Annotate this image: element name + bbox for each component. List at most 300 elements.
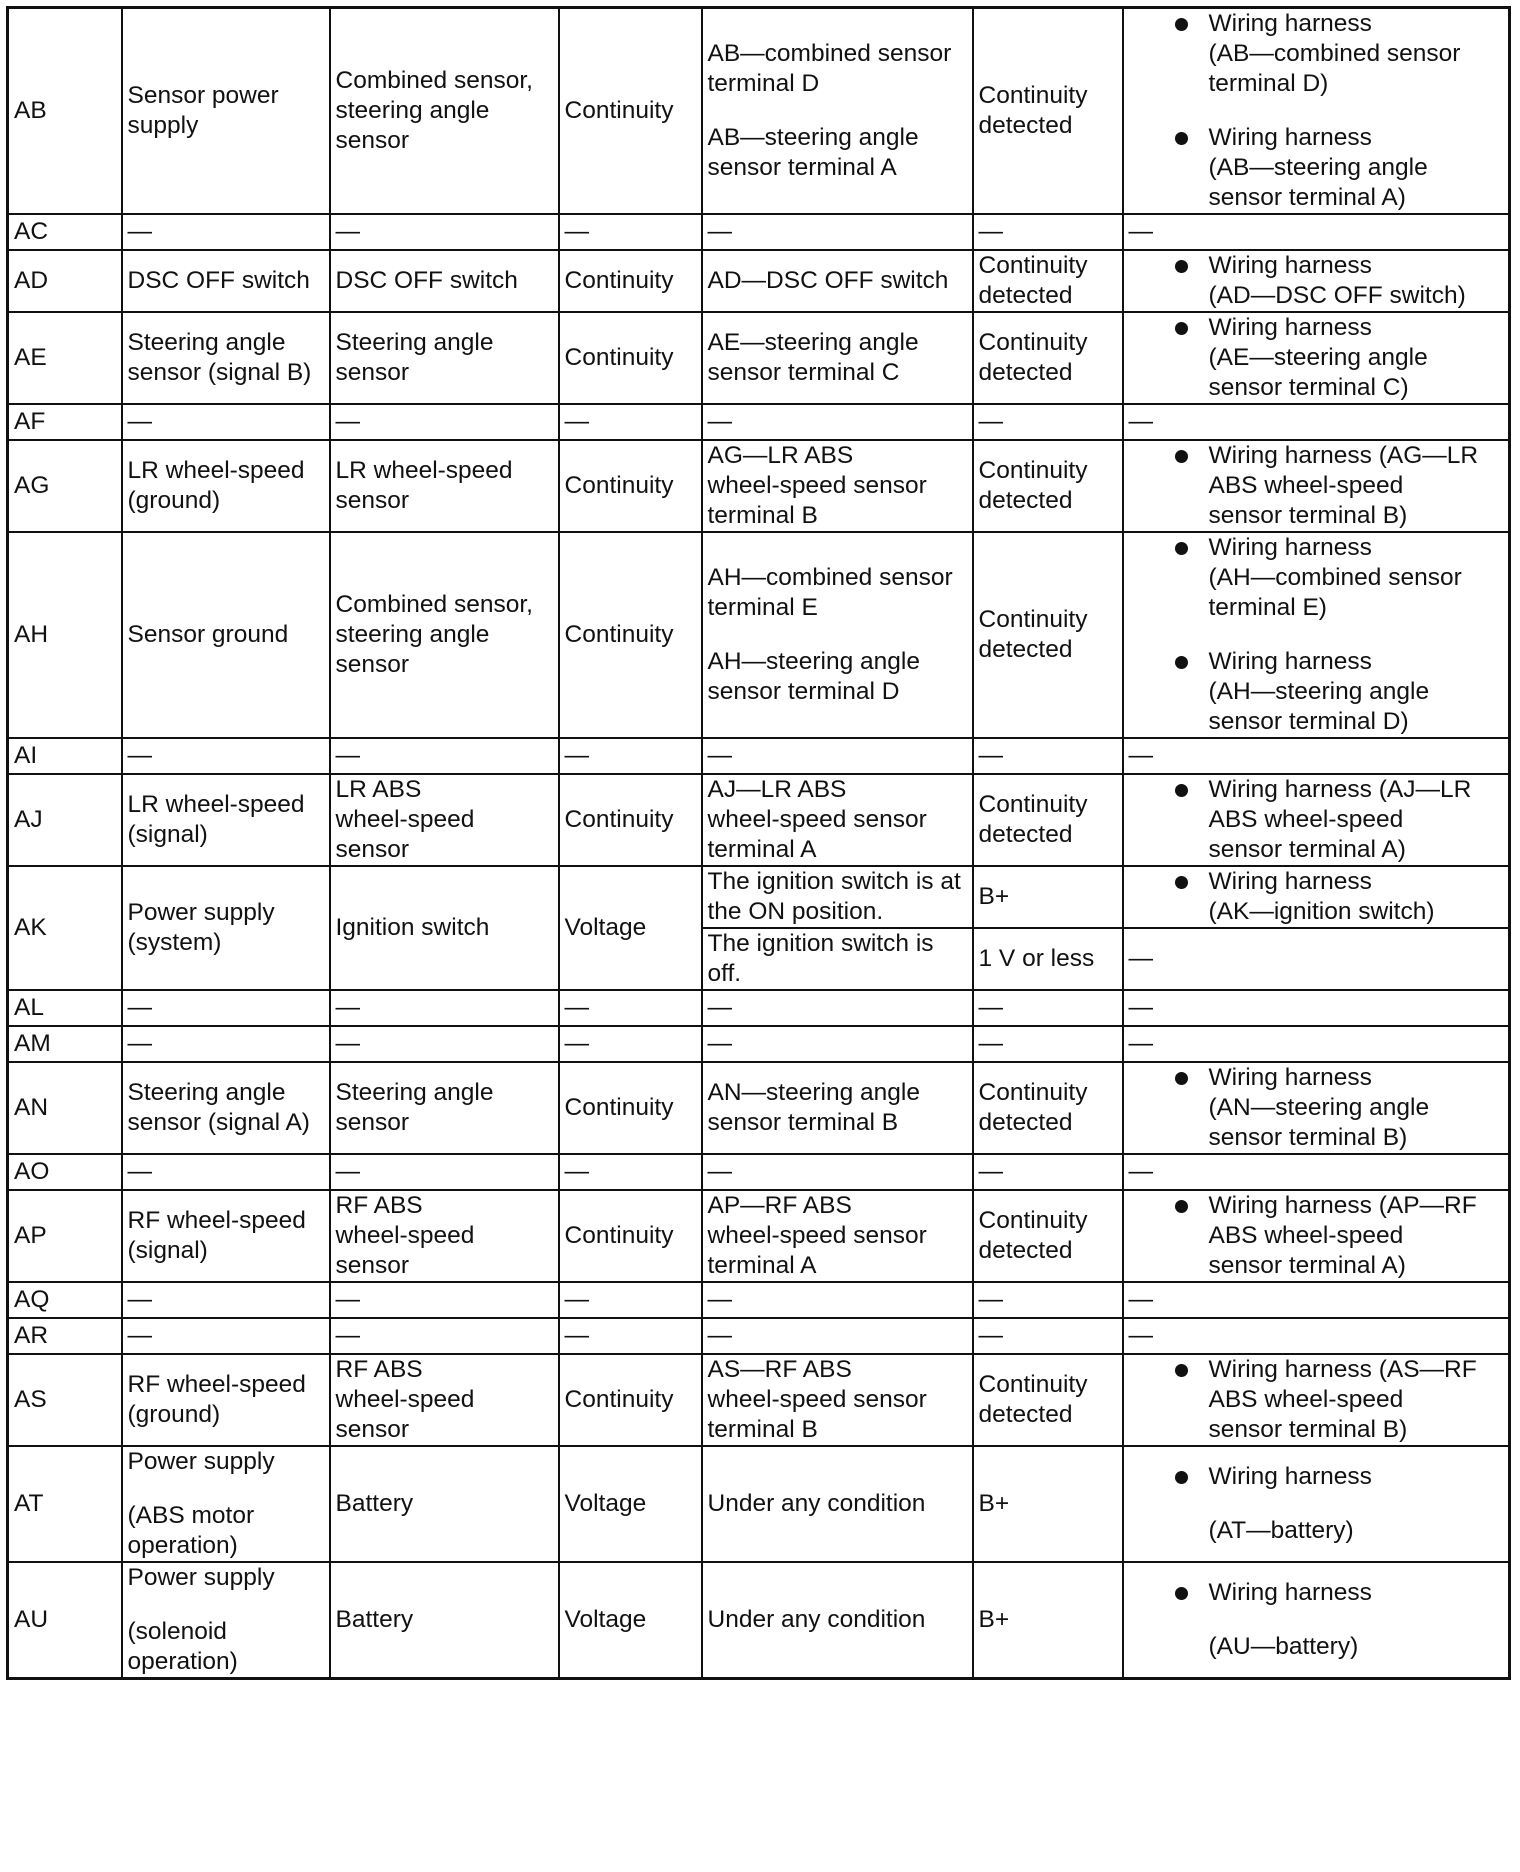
bullet-item <box>1129 533 1504 623</box>
signal-name-cell <box>122 214 330 250</box>
cell-text-line: detected <box>978 636 1073 663</box>
connected-to-cell <box>330 1190 559 1282</box>
bullet-text-line: (AN—steering angle <box>1208 1094 1430 1121</box>
cell-text-line: operation) <box>127 1648 238 1675</box>
cell-text-line: terminal A <box>707 1252 817 1279</box>
bullet-text-line: (AD—DSC OFF switch) <box>1208 282 1466 309</box>
standard-cell <box>973 738 1123 774</box>
cell-text-line: Under any condition <box>707 1606 926 1633</box>
cell-text-line: Continuity <box>564 267 674 294</box>
measurement-item-cell <box>559 1154 702 1190</box>
signal-name-cell <box>122 1318 330 1354</box>
cell-text-line: AJ—LR ABS <box>707 776 847 803</box>
standard-cell <box>973 1026 1123 1062</box>
table-row <box>8 532 1510 738</box>
signal-name-cell <box>122 1354 330 1446</box>
cell-text-line: LR ABS <box>335 776 422 803</box>
bullet-dot-icon <box>1175 542 1188 555</box>
bullet-text-line: (AT—battery) <box>1208 1517 1354 1544</box>
cell-text-line: sensor <box>335 1252 410 1279</box>
terminal-cell <box>8 532 122 738</box>
bullet-text-line: Wiring harness (AG—LR <box>1208 442 1479 469</box>
cell-text-line: Continuity <box>978 1079 1088 1106</box>
measurement-condition-cell <box>702 1062 973 1154</box>
bullet-item <box>1129 1191 1504 1281</box>
cell-text-line: — <box>127 218 152 245</box>
cell-text-line: the ON position. <box>707 898 884 925</box>
cell-text-line: AP—RF ABS <box>707 1192 852 1219</box>
inspection-item-cell <box>1123 774 1510 866</box>
terminal-id: AI <box>14 742 38 769</box>
terminal-cell <box>8 738 122 774</box>
measurement-item-cell <box>559 866 702 990</box>
bullet-dot-icon <box>1175 132 1188 145</box>
cell-text-line: — <box>978 1158 1003 1185</box>
cell-text-line: sensor terminal A <box>707 154 897 181</box>
table-row <box>8 1154 1510 1190</box>
standard-cell <box>973 774 1123 866</box>
cell-text-line: Continuity <box>564 97 674 124</box>
cell-text-line: detected <box>978 1109 1073 1136</box>
signal-name-cell <box>122 990 330 1026</box>
bullet-text-line: sensor terminal D) <box>1208 708 1409 735</box>
bullet-dot-icon <box>1175 1364 1188 1377</box>
cell-text-line: RF wheel-speed <box>127 1371 306 1398</box>
standard-cell <box>973 1154 1123 1190</box>
cell-text-line: — <box>707 1030 732 1057</box>
cell-text-line: — <box>978 408 1003 435</box>
cell-text-line: off. <box>707 960 742 987</box>
cell-text-line: — <box>127 1286 152 1313</box>
bullet-dot-icon <box>1175 260 1188 273</box>
table-row <box>8 8 1510 215</box>
bullet-text-line: (AE—steering angle <box>1208 344 1428 371</box>
bullet-item <box>1129 647 1504 737</box>
cell-text-line: RF ABS <box>335 1356 423 1383</box>
cell-text-line: — <box>707 742 732 769</box>
table-row <box>8 250 1510 312</box>
terminal-cell <box>8 440 122 532</box>
bullet-text-line: Wiring harness <box>1208 10 1372 37</box>
terminal-cell <box>8 1318 122 1354</box>
measurement-condition-cell <box>702 1026 973 1062</box>
cell-text-line: — <box>127 1322 152 1349</box>
cell-text-line: LR wheel-speed <box>127 457 305 484</box>
terminal-cell <box>8 1446 122 1562</box>
standard-cell <box>973 250 1123 312</box>
cell-text-line: Continuity <box>978 82 1088 109</box>
inspection-item-cell <box>1123 8 1510 215</box>
inspection-item-cell <box>1123 1282 1510 1318</box>
bullet-list <box>1129 1355 1504 1445</box>
measurement-condition-cell <box>702 250 973 312</box>
inspection-item-cell <box>1123 1318 1510 1354</box>
measurement-condition-cell <box>702 1318 973 1354</box>
measurement-item-cell <box>559 8 702 215</box>
inspection-item-cell <box>1123 1446 1510 1562</box>
cell-text-line: Steering angle <box>127 1079 286 1106</box>
cell-text-line: terminal A <box>707 836 817 863</box>
bullet-text-line: Wiring harness <box>1208 314 1372 341</box>
cell-text-line: — <box>564 742 589 769</box>
document-page <box>6 6 1511 1680</box>
cell-text-line: — <box>1128 1322 1153 1349</box>
cell-text-line: Battery <box>335 1606 414 1633</box>
measurement-condition-cell <box>702 214 973 250</box>
cell-text-line: detected <box>978 1237 1073 1264</box>
cell-text-line: — <box>564 994 589 1021</box>
cell-text-line: steering angle <box>335 97 490 124</box>
terminal-cell <box>8 404 122 440</box>
cell-text-line: (ABS motor <box>127 1502 255 1529</box>
bullet-dot-icon <box>1175 18 1188 31</box>
cell-text-line: Power supply <box>127 1448 275 1475</box>
bullet-text-line: sensor terminal B) <box>1208 1124 1408 1151</box>
measurement-condition-cell <box>702 532 973 738</box>
cell-text-line: — <box>1128 218 1153 245</box>
bullet-list <box>1129 1578 1504 1662</box>
bullet-text-line: Wiring harness (AS—RF <box>1208 1356 1477 1383</box>
terminal-id: AK <box>14 914 47 941</box>
bullet-item <box>1129 1462 1504 1546</box>
cell-text-line: B+ <box>978 1606 1010 1633</box>
terminal-cell <box>8 250 122 312</box>
bullet-item <box>1129 1063 1504 1153</box>
cell-text-line: Continuity <box>978 1207 1088 1234</box>
cell-text-line: Voltage <box>564 1490 647 1517</box>
standard-cell <box>973 1282 1123 1318</box>
terminal-id: AP <box>14 1222 47 1249</box>
measurement-condition-cell <box>702 312 973 404</box>
terminal-id: AM <box>14 1030 51 1057</box>
cell-text-line: Battery <box>335 1490 414 1517</box>
cell-text-line: — <box>1128 1286 1153 1313</box>
connected-to-cell <box>330 404 559 440</box>
table-row <box>8 214 1510 250</box>
bullet-dot-icon <box>1175 450 1188 463</box>
inspection-item-cell <box>1123 1026 1510 1062</box>
cell-text-line: AG—LR ABS <box>707 442 854 469</box>
terminal-id: AR <box>14 1322 49 1349</box>
cell-text-line: — <box>1128 742 1153 769</box>
connected-to-cell <box>330 250 559 312</box>
measurement-condition-cell <box>702 928 973 990</box>
terminal-id: AL <box>14 994 44 1021</box>
signal-name-cell <box>122 866 330 990</box>
bullet-list <box>1129 1191 1504 1281</box>
terminal-cell <box>8 1026 122 1062</box>
inspection-item-cell <box>1123 928 1510 990</box>
cell-text-line: Voltage <box>564 914 647 941</box>
bullet-dot-icon <box>1175 322 1188 335</box>
table-row <box>8 1318 1510 1354</box>
signal-name-cell <box>122 774 330 866</box>
inspection-item-cell <box>1123 312 1510 404</box>
bullet-item <box>1129 1355 1504 1445</box>
cell-text-line: — <box>707 1322 732 1349</box>
terminal-id: AN <box>14 1094 49 1121</box>
cell-text-line: — <box>335 408 360 435</box>
cell-text-line: sensor <box>335 1416 410 1443</box>
cell-text-line: RF wheel-speed <box>127 1207 306 1234</box>
bullet-list <box>1129 9 1504 213</box>
table-row <box>8 1562 1510 1679</box>
signal-name-cell <box>122 312 330 404</box>
bullet-item <box>1129 251 1504 311</box>
cell-text-line: Power supply <box>127 1564 275 1591</box>
cell-text-line: AS—RF ABS <box>707 1356 852 1383</box>
terminal-cell <box>8 214 122 250</box>
table-row <box>8 738 1510 774</box>
bullet-item <box>1129 867 1504 927</box>
cell-text-line: — <box>564 1030 589 1057</box>
cell-text-line: detected <box>978 112 1073 139</box>
bullet-text-line: Wiring harness <box>1208 868 1372 895</box>
cell-text-line: Continuity <box>564 472 674 499</box>
measurement-condition-cell <box>702 1282 973 1318</box>
cell-text-line: wheel-speed sensor <box>707 472 927 499</box>
cell-text-line: Combined sensor, <box>335 67 533 94</box>
connected-to-cell <box>330 1562 559 1679</box>
measurement-item-cell <box>559 1062 702 1154</box>
cell-text-line: AH—steering angle <box>707 648 920 675</box>
bullet-text-line: sensor terminal C) <box>1208 374 1409 401</box>
bullet-item <box>1129 1578 1504 1662</box>
standard-cell <box>973 312 1123 404</box>
standard-cell <box>973 8 1123 215</box>
signal-name-cell <box>122 404 330 440</box>
connected-to-cell <box>330 440 559 532</box>
bullet-text-line: (AK—ignition switch) <box>1208 898 1435 925</box>
cell-text-line: Continuity <box>564 1094 674 1121</box>
table-row <box>8 1062 1510 1154</box>
cell-text-line: DSC OFF switch <box>127 267 310 294</box>
terminal-id: AS <box>14 1386 47 1413</box>
measurement-condition-cell <box>702 1562 973 1679</box>
bullet-text-line: Wiring harness (AP—RF <box>1208 1192 1477 1219</box>
cell-text-line: — <box>127 408 152 435</box>
terminal-id: AO <box>14 1158 50 1185</box>
cell-text-line: sensor terminal C <box>707 359 900 386</box>
table-row <box>8 1446 1510 1562</box>
cell-text-line: sensor (signal B) <box>127 359 312 386</box>
bullet-list <box>1129 1462 1504 1546</box>
cell-text-line: Continuity <box>978 252 1088 279</box>
terminal-id: AC <box>14 218 49 245</box>
connected-to-cell <box>330 1282 559 1318</box>
terminal-cell <box>8 866 122 990</box>
connected-to-cell <box>330 990 559 1026</box>
standard-cell <box>973 404 1123 440</box>
measurement-condition-cell <box>702 1354 973 1446</box>
bullet-dot-icon <box>1175 1587 1188 1600</box>
measurement-item-cell <box>559 1562 702 1679</box>
bullet-list <box>1129 533 1504 737</box>
cell-text-line: Continuity <box>978 606 1088 633</box>
standard-cell <box>973 1190 1123 1282</box>
connected-to-cell <box>330 532 559 738</box>
measurement-item-cell <box>559 738 702 774</box>
cell-text-line: — <box>335 1286 360 1313</box>
bullet-text-line: ABS wheel-speed <box>1208 806 1404 833</box>
measurement-item-cell <box>559 774 702 866</box>
cell-text-line: Power supply <box>127 899 275 926</box>
measurement-condition-cell <box>702 1154 973 1190</box>
terminal-cell <box>8 1154 122 1190</box>
bullet-text-line: Wiring harness (AJ—LR <box>1208 776 1472 803</box>
standard-cell <box>973 532 1123 738</box>
cell-text-line: — <box>564 408 589 435</box>
measurement-condition-cell <box>702 990 973 1026</box>
standard-cell <box>973 928 1123 990</box>
signal-name-cell <box>122 1190 330 1282</box>
cell-text-line: terminal B <box>707 1416 818 1443</box>
table-row <box>8 774 1510 866</box>
measurement-item-cell <box>559 1354 702 1446</box>
standard-cell <box>973 214 1123 250</box>
cell-text-line: The ignition switch is <box>707 930 934 957</box>
bullet-text-line: ABS wheel-speed <box>1208 472 1404 499</box>
cell-text-line: (solenoid <box>127 1618 227 1645</box>
bullet-text-line: sensor terminal B) <box>1208 1416 1408 1443</box>
cell-text-line: Continuity <box>564 806 674 833</box>
connected-to-cell <box>330 738 559 774</box>
signal-name-cell <box>122 532 330 738</box>
bullet-list <box>1129 251 1504 311</box>
cell-text-line: — <box>978 994 1003 1021</box>
cell-text-line: Sensor power <box>127 82 279 109</box>
cell-text-line: — <box>978 1030 1003 1057</box>
cell-text-line: — <box>564 1158 589 1185</box>
cell-text-line: wheel-speed <box>335 806 475 833</box>
terminal-id: AF <box>14 408 46 435</box>
cell-text-line: — <box>335 1030 360 1057</box>
cell-text-line: — <box>127 1030 152 1057</box>
cell-text-line: DSC OFF switch <box>335 267 518 294</box>
inspection-item-cell <box>1123 1062 1510 1154</box>
terminal-cell <box>8 1190 122 1282</box>
measurement-item-cell <box>559 250 702 312</box>
cell-text-line: — <box>978 218 1003 245</box>
standard-cell <box>973 1062 1123 1154</box>
cell-text-line: AB—combined sensor <box>707 40 952 67</box>
cell-text-line: — <box>335 994 360 1021</box>
cell-text-line: AN—steering angle <box>707 1079 920 1106</box>
table-row <box>8 440 1510 532</box>
bullet-text-line: sensor terminal B) <box>1208 502 1408 529</box>
bullet-text-line: Wiring harness <box>1208 252 1372 279</box>
cell-text-line: — <box>978 1286 1003 1313</box>
measurement-condition-cell <box>702 866 973 928</box>
cell-text-line: — <box>1128 1030 1153 1057</box>
cell-text-line: sensor <box>335 1109 410 1136</box>
cell-text-line: AB—steering angle <box>707 124 919 151</box>
terminal-id: AT <box>14 1490 44 1517</box>
cell-text-line: — <box>564 218 589 245</box>
paragraph-gap <box>128 1593 324 1617</box>
cell-text-line: detected <box>978 821 1073 848</box>
cell-text-line: — <box>707 218 732 245</box>
cell-text-line: — <box>1128 945 1153 972</box>
cell-text-line: Continuity <box>564 621 674 648</box>
bullet-text-line: Wiring harness <box>1208 1579 1372 1606</box>
terminal-id: AQ <box>14 1286 50 1313</box>
connected-to-cell <box>330 866 559 990</box>
terminal-id: AB <box>14 97 47 124</box>
cell-text-line: sensor <box>335 651 410 678</box>
bullet-text-line: sensor terminal A) <box>1208 836 1406 863</box>
inspection-item-cell <box>1123 1154 1510 1190</box>
bullet-list <box>1129 775 1504 865</box>
cell-text-line: — <box>335 742 360 769</box>
bullet-item <box>1129 123 1504 213</box>
signal-name-cell <box>122 1282 330 1318</box>
connected-to-cell <box>330 1318 559 1354</box>
table-row <box>8 404 1510 440</box>
bullet-item <box>1129 313 1504 403</box>
measurement-condition-cell <box>702 440 973 532</box>
inspection-item-cell <box>1123 866 1510 928</box>
bullet-text-line: (AB—steering angle <box>1208 154 1428 181</box>
measurement-condition-cell <box>702 8 973 215</box>
inspection-item-cell <box>1123 532 1510 738</box>
bullet-text-line: (AH—combined sensor <box>1208 564 1462 591</box>
signal-name-cell <box>122 8 330 215</box>
inspection-item-cell <box>1123 1190 1510 1282</box>
cell-text-line: detected <box>978 1401 1073 1428</box>
signal-name-cell <box>122 250 330 312</box>
cell-text-line: — <box>1128 994 1153 1021</box>
measurement-item-cell <box>559 404 702 440</box>
cell-text-line: AH—combined sensor <box>707 564 953 591</box>
cell-text-line: detected <box>978 487 1073 514</box>
cell-text-line: — <box>564 1286 589 1313</box>
cell-text-line: Continuity <box>978 457 1088 484</box>
bullet-text-line: terminal D) <box>1208 70 1329 97</box>
terminal-cell <box>8 312 122 404</box>
standard-cell <box>973 866 1123 928</box>
cell-text-line: (system) <box>127 929 222 956</box>
cell-text-line: steering angle <box>335 621 490 648</box>
signal-name-cell <box>122 1446 330 1562</box>
paragraph-gap <box>708 623 967 647</box>
measurement-item-cell <box>559 1282 702 1318</box>
paragraph-gap <box>1209 1492 1504 1516</box>
cell-text-line: sensor <box>335 836 410 863</box>
table-row <box>8 312 1510 404</box>
standard-cell <box>973 440 1123 532</box>
bullet-item <box>1129 441 1504 531</box>
measurement-item-cell <box>559 214 702 250</box>
terminal-id: AD <box>14 267 49 294</box>
measurement-item-cell <box>559 440 702 532</box>
inspection-item-cell <box>1123 1562 1510 1679</box>
bullet-text-line: (AH—steering angle <box>1208 678 1430 705</box>
cell-text-line: terminal D <box>707 70 820 97</box>
table-row <box>8 1354 1510 1446</box>
measurement-item-cell <box>559 1190 702 1282</box>
terminal-id: AE <box>14 344 47 371</box>
inspection-item-cell <box>1123 738 1510 774</box>
cell-text-line: LR wheel-speed <box>127 791 305 818</box>
connected-to-cell <box>330 214 559 250</box>
cell-text-line: wheel-speed <box>335 1386 475 1413</box>
cell-text-line: — <box>1128 408 1153 435</box>
cell-text-line: sensor <box>335 127 410 154</box>
bullet-item <box>1129 775 1504 865</box>
cell-text-line: — <box>335 1322 360 1349</box>
bullet-list <box>1129 1063 1504 1153</box>
